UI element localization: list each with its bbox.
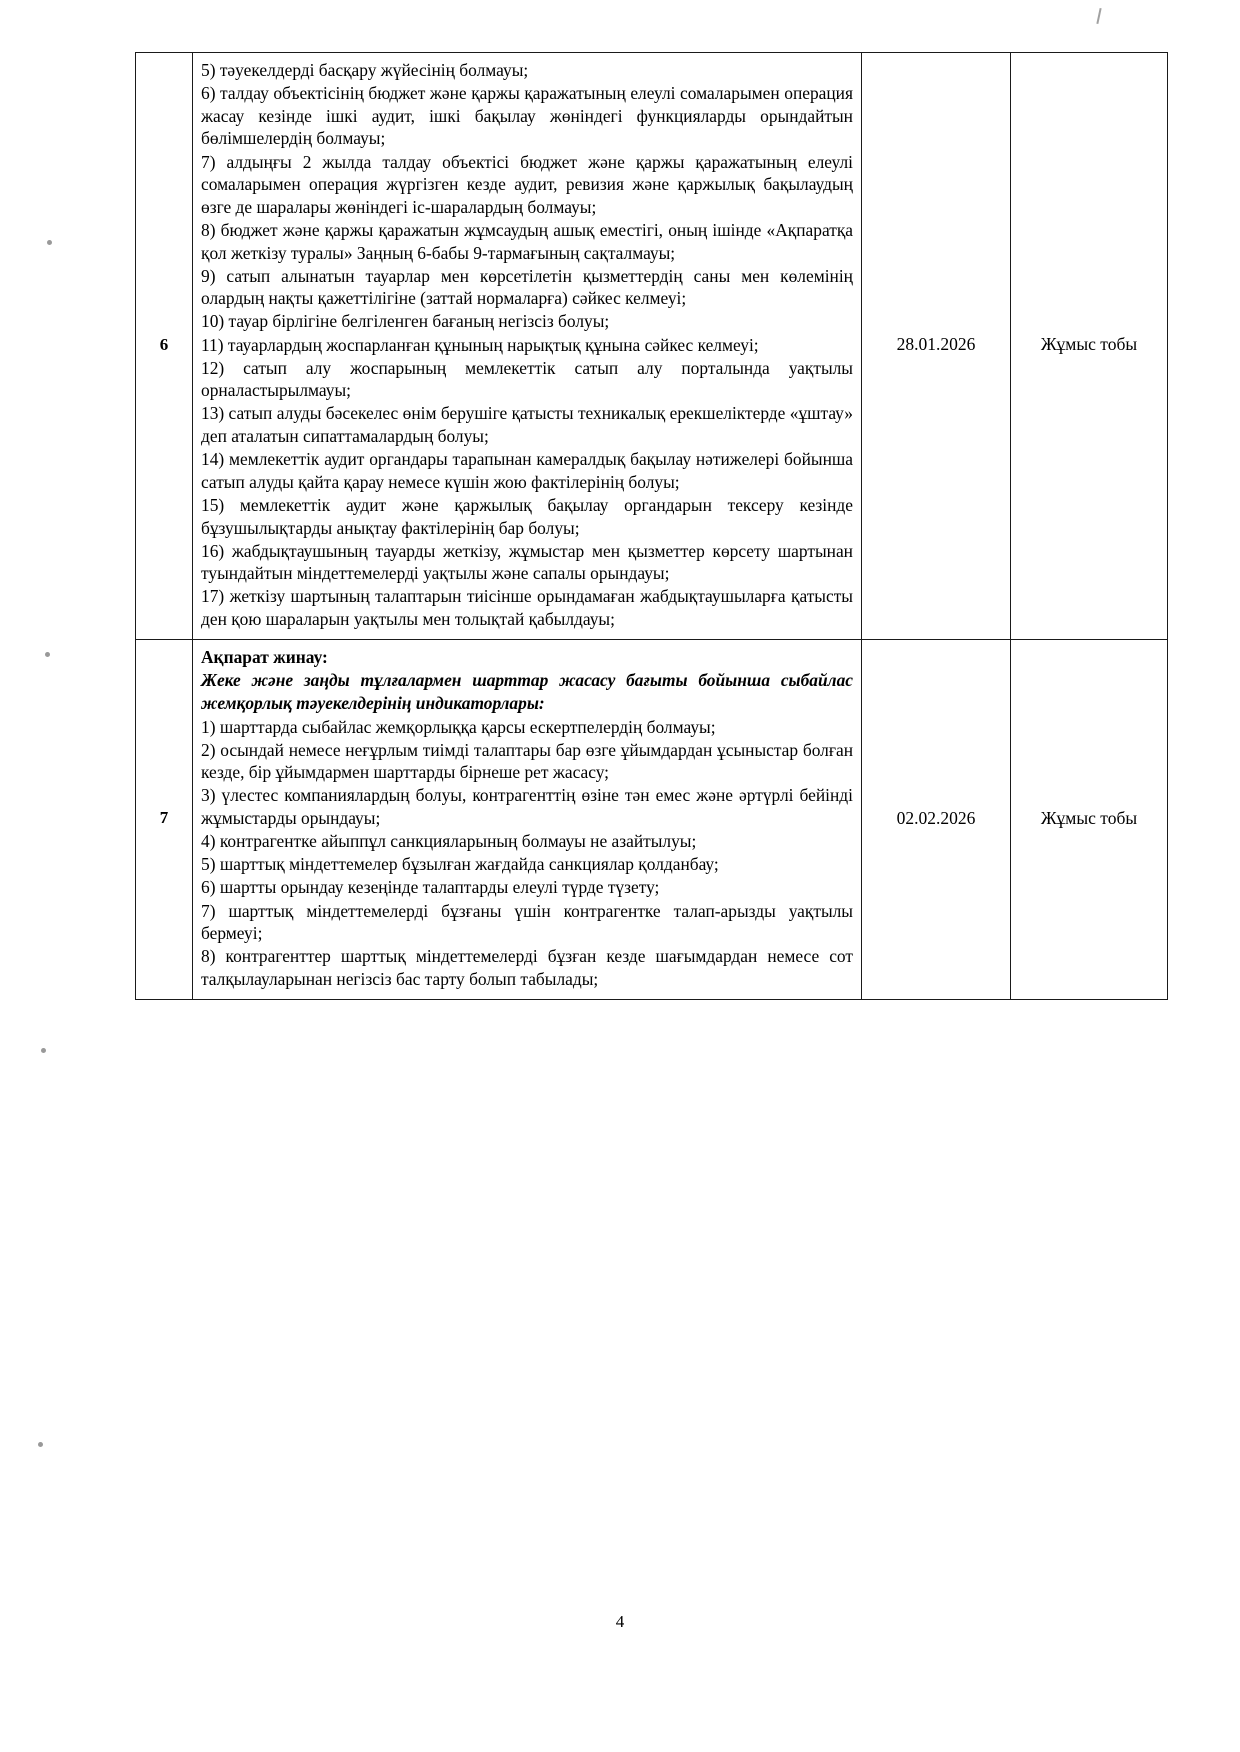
margin-dot [47, 240, 52, 245]
list-item: 16) жабдықтаушының тауарды жеткізу, жұмыстар мен қызметтер көрсету шартынан туындайтын міндеттемелерді уақтылы және сапалы орындауы; [201, 540, 853, 584]
margin-dot [45, 652, 50, 657]
page-number: 4 [615, 1612, 625, 1631]
row-owner-cell: Жұмыс тобы [1011, 639, 1168, 999]
table-row [136, 639, 1168, 999]
list-item: 10) тауар бірлігіне белгіленген бағаның негізсіз болуы; [201, 311, 610, 332]
list-item: 13) сатып алуды бәсекелес өнім берушіге қатысты техникалық ерекшеліктерде «ұштау» деп аталатын сипаттамалардың болуы; [201, 403, 853, 446]
list-item: 7) алдыңғы 2 жылда талдау объектісі бюджет және қаржы қаражатының елеулі сомаларымен операция жүргізген кезде аудит, ревизия және қаржылық бақылаудың өзге де шаралары жөніндегі іс-шаралардың болмауы; [201, 151, 853, 217]
table-row [136, 53, 1168, 640]
list-item: 6) талдау объектісінің бюджет және қаржы қаражатының елеулі сомаларымен операция жасау кезінде ішкі аудит, ішкі бақылау жөніндегі функцияларды орындайтын бөлімшелердің болмауы; [201, 83, 853, 149]
list-item: 12) сатып алу жоспарының мемлекеттік сатып алу порталында уақтылы орналастырылмауы; [201, 357, 853, 401]
list-item: 6) шартты орындау кезеңінде талаптарды елеулі түрде түзету; [201, 877, 660, 898]
row-owner-cell: Жұмыс тобы [1011, 53, 1168, 640]
list-item: 15) мемлекеттік аудит және қаржылық бақылау органдарын тексеру кезінде бұзушылықтарды анықтау фактілерінің бар болуы; [201, 494, 853, 538]
margin-dot [41, 1048, 46, 1053]
row-date-cell: 28.01.2026 [862, 53, 1011, 640]
list-item: 7) шарттық міндеттемелерді бұзғаны үшін контрагентке талап-арызды уақтылы бермеуі; [201, 900, 853, 944]
list-item: 11) тауарлардың жоспарланған құнының нарықтық құнына сәйкес келмеуі; [201, 334, 759, 355]
list-item: 14) мемлекеттік аудит органдары тарапынан камералдық бақылау нәтижелері бойынша сатып алуды қайта қарау немесе күшін жою фактілерінің болуы; [201, 449, 853, 492]
list-item: 5) тәуекелдерді басқару жүйесінің болмауы; [201, 60, 529, 80]
row-number-cell: 7 [136, 639, 193, 999]
list-item: 5) шарттық міндеттемелер бұзылған жағдайда санкциялар қолданбау; [201, 854, 719, 875]
section-heading: Ақпарат жинау: [201, 646, 328, 667]
margin-dot [38, 1442, 43, 1447]
list-item: 9) сатып алынатын тауарлар мен көрсетілетін қызметтердің саны мен көлемінің олардың нақты қажеттілігіне (заттай нормаларға) сәйкес келмеуі; [201, 265, 853, 309]
list-item: 3) үлестес компаниялардың болуы, контрагенттің өзіне тән емес және әртүрлі бейінді жұмыстарды орындауы; [201, 785, 853, 828]
row-number-cell: 6 [136, 53, 193, 640]
list-item: 8) бюджет және қаржы қаражатын жұмсаудың ашық еместігі, оның ішінде «Ақпаратқа қол жеткізу туралы» Заңның 6-бабы 9-тармағының сақталмауы; [201, 219, 853, 263]
scan-artifact-mark [1096, 8, 1101, 24]
list-item: 1) шарттарда сыбайлас жемқорлыққа қарсы ескертпелердің болмауы; [201, 716, 716, 737]
list-item: 4) контрагентке айыппұл санкцияларының болмауы не азайтылуы; [201, 831, 697, 852]
row-content-cell [193, 53, 862, 640]
row-date-cell: 02.02.2026 [862, 639, 1011, 999]
list-item: 8) контрагенттер шарттық міндеттемелерді бұзған кезде шағымдардан немесе сот талқылауларынан негізсіз бас тарту болып табылады; [201, 946, 853, 989]
row-content-cell [193, 639, 862, 999]
risk-indicators-table [135, 52, 1168, 1000]
section-subheading: Жеке және заңды тұлғалармен шарттар жасасу бағыты бойынша сыбайлас жемқорлық тәуекелдерінің индикаторлары: [201, 670, 853, 713]
list-item: 17) жеткізу шартының талаптарын тиісінше орындамаған жабдықтаушыларға қатысты ден қою шараларын уақтылы мен толықтай қабылдауы; [201, 586, 853, 629]
list-item: 2) осындай немесе неғұрлым тиімді талаптары бар өзге ұйымдардан ұсыныстар болған кезде, бір ұйымдармен шарттарды бірнеше рет жасасу; [201, 739, 853, 783]
